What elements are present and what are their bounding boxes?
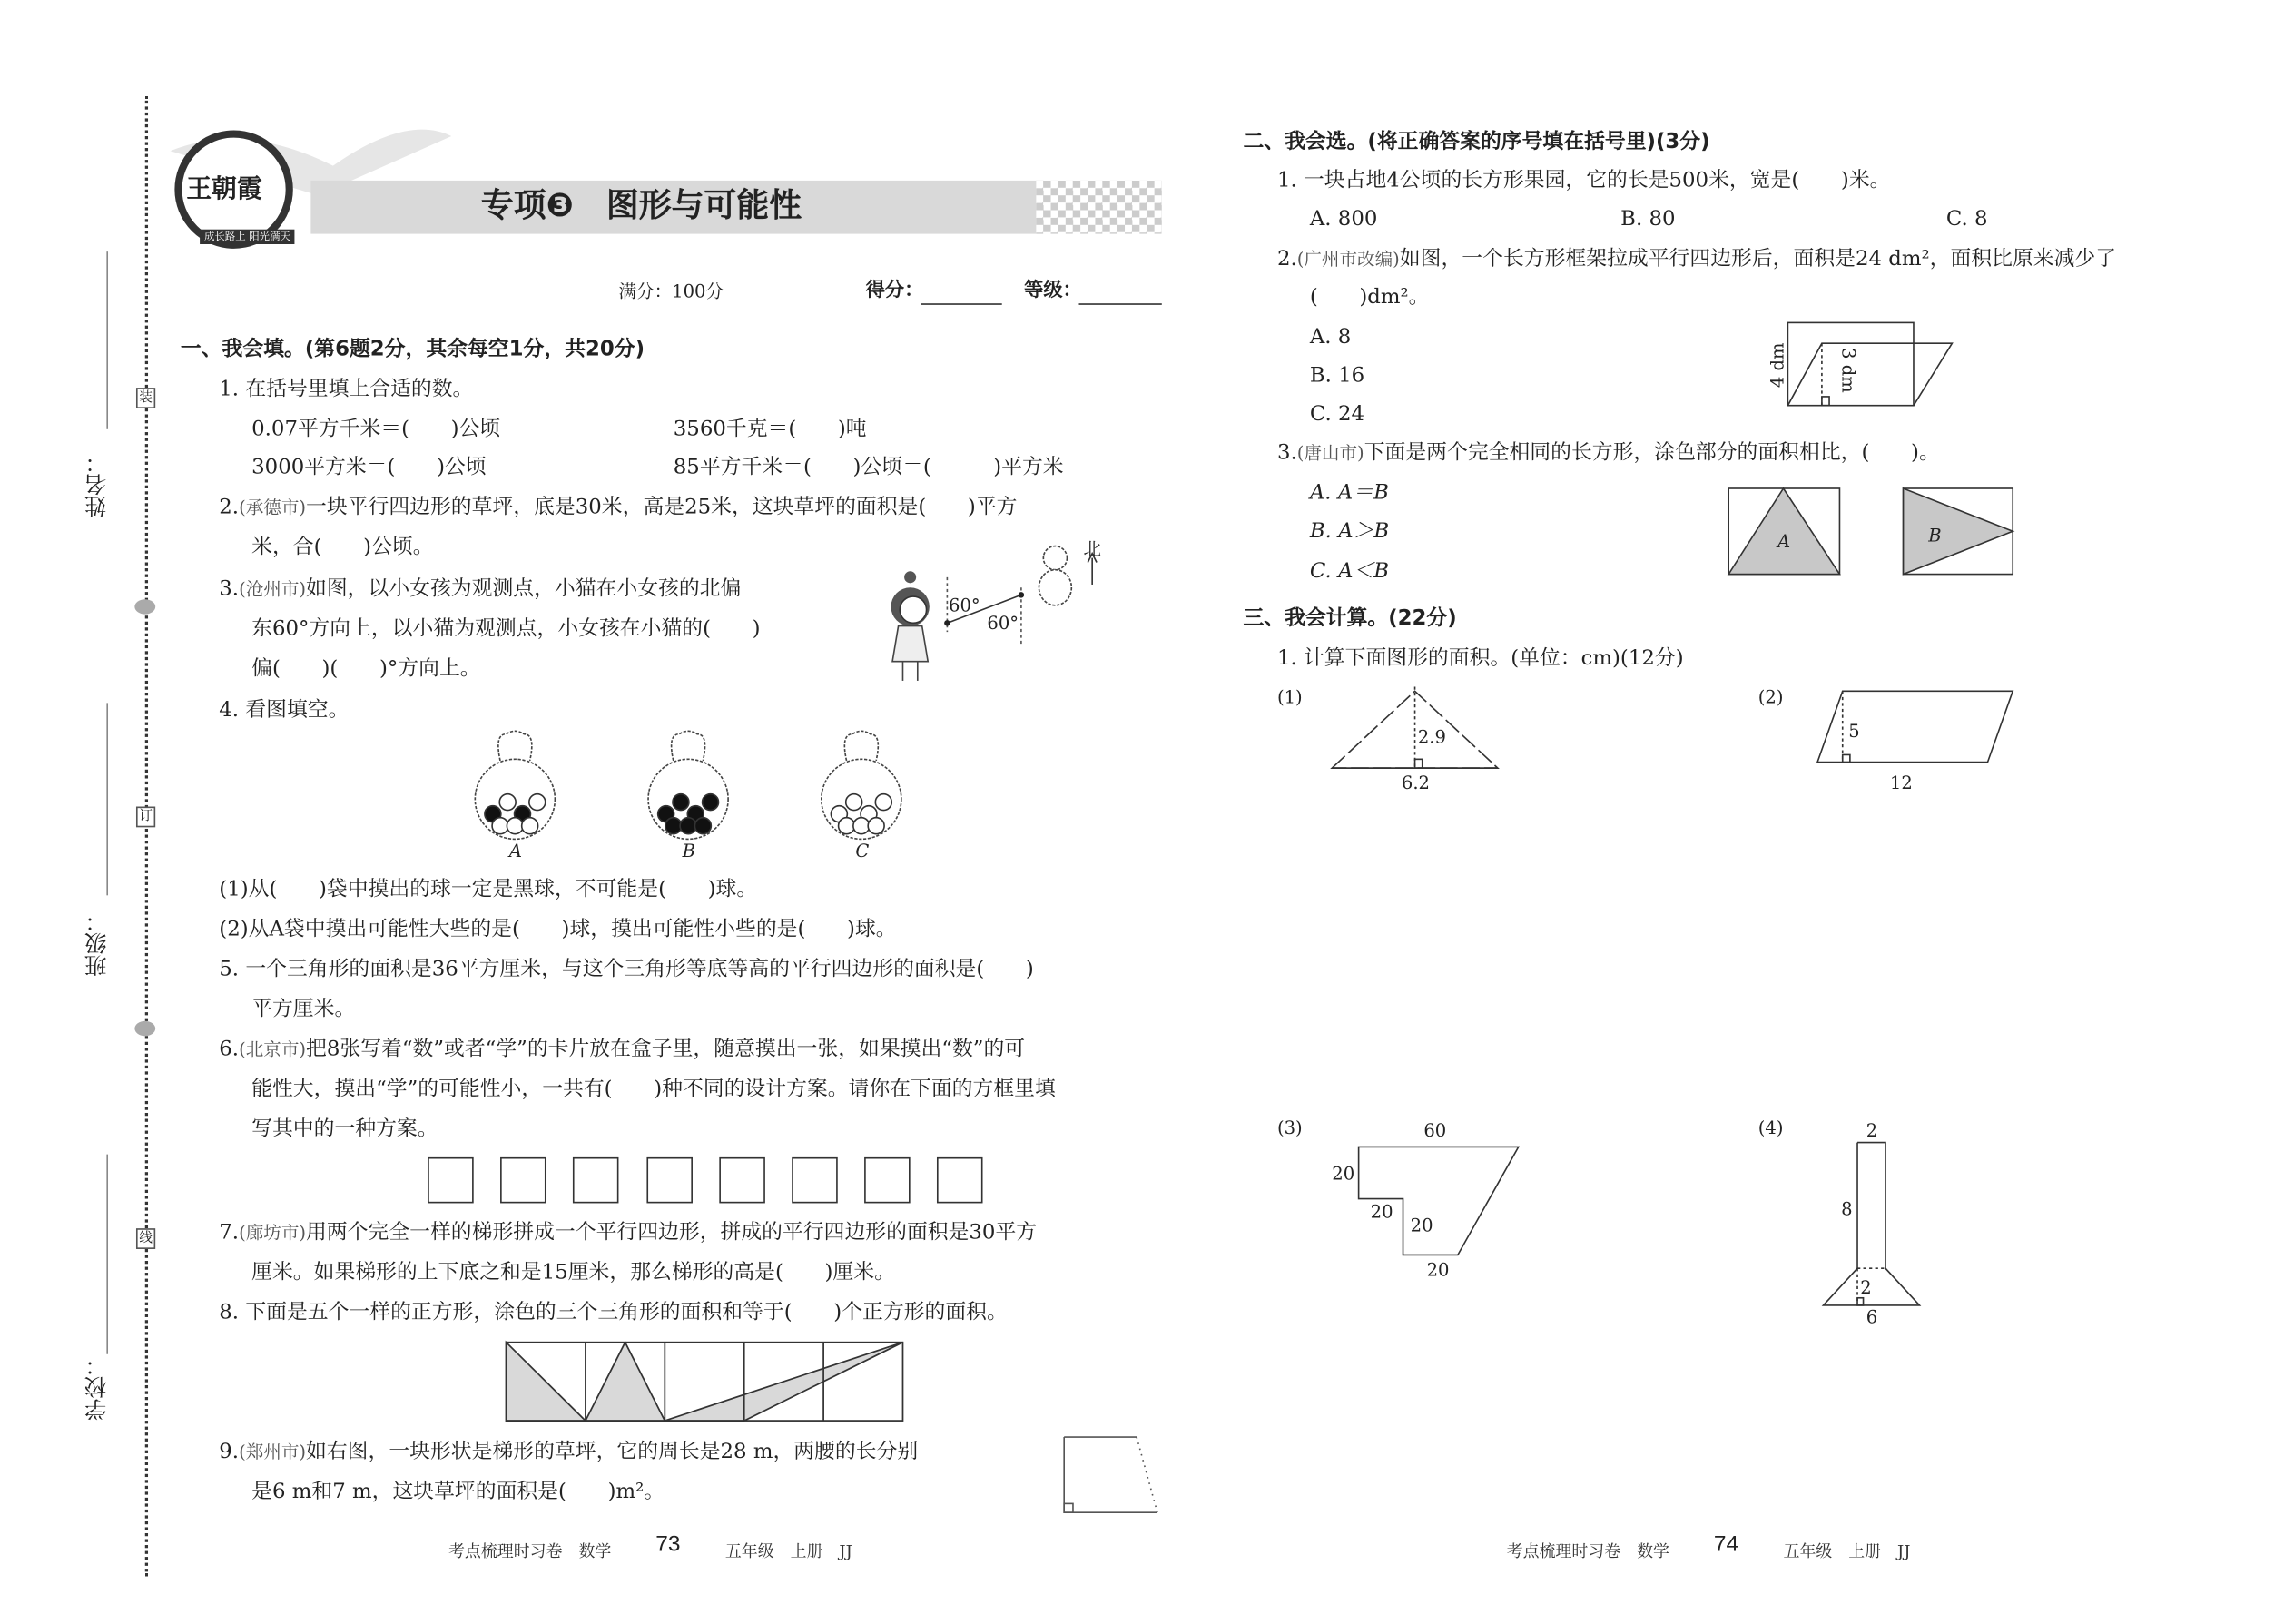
option: B. 80: [1620, 207, 1676, 231]
logo-slogan: 成长路上 阳光满天: [200, 230, 295, 244]
footer-book: 考点梳理时习卷 数学: [448, 1541, 612, 1561]
q4-sub2: (2)从A袋中摸出可能性大些的是( )球，摸出可能性小些的是( )球。: [219, 917, 897, 941]
title-prefix: 专项: [480, 188, 546, 225]
rect-parallelogram-figure: [1761, 319, 1998, 415]
dim-label: 20: [1426, 1259, 1450, 1281]
girl-cat-direction-figure: [881, 540, 1117, 688]
answer-box[interactable]: [938, 1157, 984, 1204]
rect-trapezoid-figure: [1813, 1117, 1946, 1328]
q3-line2: 东60°方向上，以小猫为观测点，小女孩在小猫的( ): [251, 616, 761, 641]
score-field[interactable]: [921, 303, 1002, 305]
answer-box[interactable]: [428, 1157, 474, 1204]
dim-label: 60: [1423, 1120, 1447, 1142]
bag-label: B: [682, 841, 695, 861]
q5-line2: 平方厘米。: [251, 997, 356, 1021]
shape-label: A: [1777, 531, 1791, 553]
black-ball: [680, 818, 696, 834]
dim-label: 3 dm: [1837, 348, 1859, 393]
q3-line3: 偏( )( )°方向上。: [251, 656, 481, 681]
bag-label: A: [508, 841, 522, 861]
s2-q2-line2: ( )dm²。: [1309, 285, 1430, 310]
q1-text: 1. 在括号里填上合适的数。: [219, 377, 474, 401]
q4-sub1: (1)从( )袋中摸出的球一定是黑球，不可能是( )球。: [219, 877, 758, 901]
trapezoid-figure: [1059, 1432, 1163, 1521]
dim-label: 20: [1332, 1163, 1355, 1185]
shaded-triangle: [665, 1343, 902, 1421]
q1-c: 3000平方米＝( )公顷: [251, 456, 487, 480]
black-ball: [673, 794, 689, 811]
school-field[interactable]: [106, 1155, 108, 1354]
fig-num: (2): [1757, 686, 1784, 708]
answer-box[interactable]: [646, 1157, 693, 1204]
q2-line1: 2.(承德市)一块平行四边形的草坪，底是30米，高是25米，这块草坪的面积是( )平方: [219, 496, 1018, 520]
page-number: 73: [655, 1531, 681, 1558]
q9-line2: 是6 m和7 m，这块草坪的面积是( )m²。: [251, 1480, 665, 1504]
class-field[interactable]: [106, 703, 108, 895]
shaded-triangle: [586, 1343, 665, 1421]
white-ball: [499, 794, 516, 811]
option: A. A＝B: [1309, 480, 1389, 505]
option: C. 8: [1945, 207, 1988, 231]
fig-num: (3): [1276, 1117, 1303, 1138]
q6-line3: 写其中的一种方案。: [251, 1117, 438, 1141]
height-label: 2.9: [1417, 726, 1446, 748]
section1-heading: 一、我会填。(第6题2分，其余每空1分，共20分): [180, 337, 645, 361]
white-ball: [868, 818, 884, 834]
answer-box[interactable]: [574, 1157, 620, 1204]
answer-box[interactable]: [792, 1157, 838, 1204]
girl-illustration: [891, 571, 929, 681]
answer-box[interactable]: [500, 1157, 546, 1204]
seal-char: 订: [136, 807, 155, 828]
grade-label: 等级：: [1024, 280, 1082, 302]
title-text: 图形与可能性: [605, 188, 802, 225]
answer-box[interactable]: [864, 1157, 911, 1204]
q9-line1: 9.(郑州市)如右图，一块形状是梯形的草坪，它的周长是28 m，两腰的长分别: [219, 1440, 919, 1464]
shape-label: B: [1928, 525, 1942, 546]
dim-label: 20: [1410, 1215, 1433, 1236]
height-label: 5: [1848, 720, 1860, 742]
dim-label: 6: [1866, 1306, 1878, 1328]
name-field[interactable]: [106, 251, 108, 429]
q7-line2: 厘米。如果梯形的上下底之和是15厘米，那么梯形的高是( )厘米。: [251, 1261, 895, 1285]
swirl-icon: [134, 1021, 155, 1036]
bag-label: C: [855, 841, 870, 861]
s2-q2-line1: 2.(广州市改编)如图，一个长方形框架拉成平行四边形后，面积是24 dm²，面积比原来减少了: [1276, 247, 2117, 271]
angle-label: 60°: [949, 595, 980, 616]
base-label: 6.2: [1401, 772, 1430, 793]
title-number: ❸: [546, 188, 574, 225]
footer-grade: 五年级 上册 JJ: [1783, 1541, 1911, 1561]
s2-q3-line1: 3.(唐山市)下面是两个完全相同的长方形，涂色部分的面积相比，( )。: [1276, 440, 1940, 465]
white-ball: [846, 794, 862, 811]
name-label: 姓名：: [83, 451, 110, 518]
ball-bag: [648, 731, 728, 839]
s3-q1: 1. 计算下面图形的面积。(单位：cm)(12分): [1276, 646, 1684, 671]
black-ball: [665, 818, 682, 834]
fig-num: (4): [1757, 1117, 1784, 1138]
shaded-triangle: [507, 1343, 586, 1421]
option: B. A＞B: [1309, 519, 1390, 544]
class-label: 班级：: [83, 910, 110, 977]
score-label: 得分：: [865, 280, 924, 302]
option: C. 24: [1309, 402, 1365, 427]
five-squares-figure: [507, 1343, 906, 1424]
white-ball: [529, 794, 546, 811]
north-label: 北: [1083, 538, 1101, 560]
ball-bag: [822, 731, 901, 839]
grade-field[interactable]: [1078, 303, 1161, 305]
two-rectangles-figure: [1728, 487, 2023, 578]
school-label: 学校：: [83, 1353, 110, 1422]
q6-line2: 能性大，摸出“学”的可能性小，一共有( )种不同的设计方案。请你在下面的方框里填: [251, 1077, 1056, 1101]
q2-line2: 米，合( )公顷。: [251, 536, 434, 560]
option: A. 8: [1309, 325, 1352, 349]
checker-pattern: [1036, 181, 1162, 234]
white-ball: [875, 794, 891, 811]
black-ball: [703, 794, 719, 811]
option: A. 800: [1309, 207, 1378, 231]
page-title: [481, 186, 802, 228]
dim-label: 4 dm: [1767, 342, 1788, 389]
seal-char: 装: [136, 388, 155, 408]
angle-label: 60°: [987, 612, 1019, 634]
option: C. A＜B: [1309, 559, 1390, 584]
full-score: 满分：100分: [618, 281, 724, 302]
q3-line1: 3.(沧州市)如图，以小女孩为观测点，小猫在小女孩的北偏: [219, 576, 742, 601]
cat-illustration: [1039, 546, 1071, 605]
swirl-icon: [134, 599, 155, 614]
s2-q1: 1. 一块占地4公顷的长方形果园，它的长是500米，宽是( )米。: [1276, 168, 1891, 192]
section2-heading: 二、我会选。(将正确答案的序号填在括号里)(3分): [1243, 130, 1710, 154]
ball-bag: [475, 731, 555, 839]
q8-line1: 8. 下面是五个一样的正方形，涂色的三个三角形的面积和等于( )个正方形的面积。: [219, 1301, 1008, 1325]
q5-line1: 5. 一个三角形的面积是36平方厘米，与这个三角形等底等高的平行四边形的面积是( ): [219, 957, 1034, 981]
white-ball: [839, 818, 855, 834]
option: B. 16: [1309, 364, 1365, 389]
page-number: 74: [1713, 1531, 1739, 1558]
footer-grade: 五年级 上册 JJ: [724, 1541, 852, 1561]
base-label: 12: [1889, 772, 1913, 793]
section3-heading: 三、我会计算。(22分): [1243, 606, 1457, 631]
composite-shape-figure: [1329, 1117, 1536, 1280]
white-ball: [522, 818, 538, 834]
q1-a: 0.07平方千米＝( )公顷: [251, 417, 501, 441]
dim-label: 20: [1370, 1201, 1393, 1223]
q1-d: 85平方千米＝( )公顷＝( )平方米: [673, 456, 1064, 480]
q7-line1: 7.(廊坊市)用两个完全一样的梯形拼成一个平行四边形，拼成的平行四边形的面积是30平方: [219, 1220, 1038, 1245]
q1-b: 3560千克＝( )吨: [673, 417, 867, 441]
dim-label: 2: [1866, 1120, 1878, 1142]
fig-num: (1): [1276, 686, 1303, 708]
dim-label: 8: [1841, 1198, 1853, 1220]
footer-book: 考点梳理时习卷 数学: [1506, 1541, 1669, 1561]
logo-brand: 王朝霞: [186, 174, 262, 204]
cut-line: [145, 96, 148, 1576]
white-ball: [853, 818, 870, 834]
triangle-figure: [1324, 684, 1517, 794]
white-ball: [507, 818, 523, 834]
q4-line1: 4. 看图填空。: [219, 698, 350, 723]
q6-line1: 6.(北京市)把8张写着“数”或者“学”的卡片放在盒子里，随意摸出一张，如果摸出“数”的可: [219, 1037, 1026, 1061]
answer-box[interactable]: [719, 1157, 765, 1204]
white-ball: [492, 818, 508, 834]
seal-char: 线: [136, 1228, 155, 1249]
black-ball: [694, 818, 711, 834]
dim-label: 2: [1860, 1276, 1872, 1298]
parallelogram-figure: [1813, 686, 2020, 797]
